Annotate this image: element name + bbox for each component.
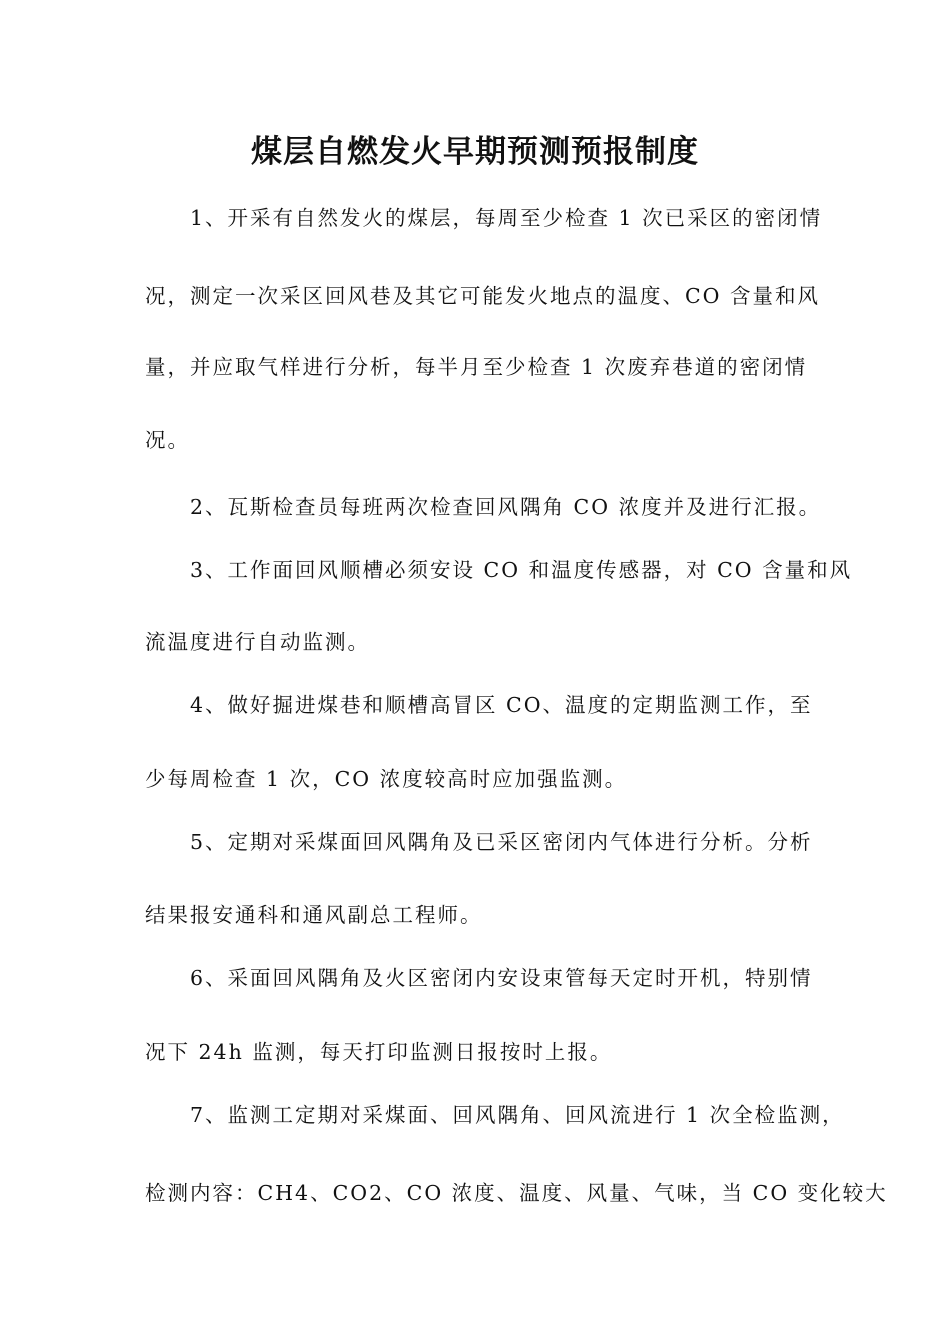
paragraph-2-line-1: 2、瓦斯检查员每班两次检查回风隅角 CO 浓度并及进行汇报。	[190, 495, 822, 519]
paragraph-1-line-2: 况，测定一次采区回风巷及其它可能发火地点的温度、CO 含量和风	[145, 284, 821, 308]
paragraph-5-line-1: 5、定期对采煤面回风隅角及已采区密闭内气体进行分析。分析	[190, 830, 813, 854]
paragraph-1-line-1: 1、开采有自然发火的煤层，每周至少检查 1 次已采区的密闭情	[190, 206, 823, 230]
paragraph-7-line-1: 7、监测工定期对采煤面、回风隅角、回风流进行 1 次全检监测，	[190, 1103, 845, 1127]
paragraph-7-line-2: 检测内容：CH4、CO2、CO 浓度、温度、风量、气味，当 CO 变化较大	[145, 1181, 888, 1205]
paragraph-4-line-2: 少每周检查 1 次，CO 浓度较高时应加强监测。	[145, 767, 628, 791]
paragraph-3-line-2: 流温度进行自动监测。	[145, 630, 370, 654]
paragraph-6-line-2: 况下 24h 监测，每天打印监测日报按时上报。	[145, 1040, 613, 1064]
document-title: 煤层自燃发火早期预测预报制度	[251, 134, 699, 170]
paragraph-4-line-1: 4、做好掘进煤巷和顺槽高冒区 CO、温度的定期监测工作，至	[190, 693, 813, 717]
paragraph-5-line-2: 结果报安通科和通风副总工程师。	[145, 903, 483, 927]
paragraph-1-line-3: 量，并应取气样进行分析，每半月至少检查 1 次废弃巷道的密闭情	[145, 355, 808, 379]
paragraph-3-line-1: 3、工作面回风顺槽必须安设 CO 和温度传感器，对 CO 含量和风	[190, 558, 853, 582]
paragraph-6-line-1: 6、采面回风隅角及火区密闭内安设束管每天定时开机，特别情	[190, 966, 813, 990]
paragraph-1-line-4: 况。	[145, 428, 190, 452]
